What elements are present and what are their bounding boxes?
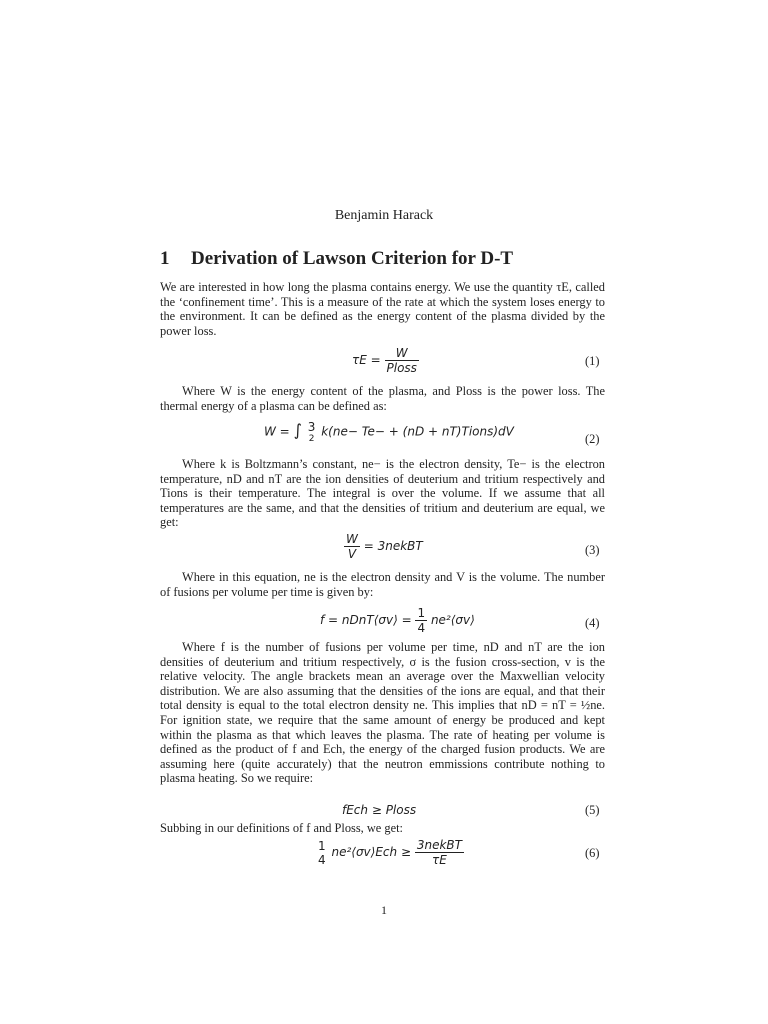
equation-1	[352, 346, 419, 375]
eq2-lhs: W =	[264, 424, 290, 439]
equation-1-number: (1)	[585, 354, 600, 368]
eq6-coef-numerator: 1	[318, 838, 326, 853]
eq4-coef-denominator: 4	[417, 621, 426, 635]
section-title: Derivation of Lawson Criterion for D-T	[191, 248, 514, 269]
eq2-coefficient	[306, 420, 318, 444]
paragraph-fusion-rate: Where in this equation, ne is the electron density and V is the volume. The number of fusions per volume per time is given by:	[160, 570, 605, 599]
eq2-body: k(ne− Te− + (nD + nT)Tions)dV	[321, 424, 514, 439]
eq2-coef-denominator: 2	[308, 434, 315, 444]
paragraph-energy-content: Where W is the energy content of the plasma, and Ploss is the power loss. The thermal energy of a plasma can be defined as:	[160, 384, 605, 413]
page-number: 1	[381, 903, 387, 917]
eq1-denominator: Ploss	[386, 361, 417, 375]
equation-2-number: (2)	[585, 432, 600, 446]
equation-5: fEch ≥ Ploss	[342, 803, 417, 817]
paragraph-ignition: Where f is the number of fusions per volume per time, nD and nT are the ion densities of deuterium and tritium respectively, σ is the fusion cross-section, v is the relative velocity. The angle brackets mean an average over the Maxwellian velocity distribution. We are also assuming that the densities of the ions are equal, and that their total density is equal to the total electron density ne. This implies that nD = nT = ½ne. For ignition state, we require that the same amount of energy be produced and kept within the plasma as that which leaves the plasma. The rate of heating per volume is defined as the product of f and Ech, the energy of the charged fusion products. We are assuming here (quite accurately) that the neutron emmissions contribute nothing to plasma heating. So we require:	[160, 640, 605, 786]
section-number: 1	[160, 248, 170, 269]
integral-symbol: ∫	[293, 420, 302, 440]
paragraph-confinement-time: We are interested in how long the plasma contains energy. We use the quantity τE, called the ‘confinement time’. This is a measure of the rate at which the system loses energy to the environment. It can be defined as the energy content of the plasma divided by the power loss.	[160, 280, 605, 338]
author-name: Benjamin Harack	[334, 208, 434, 223]
eq1-lhs: τE =	[352, 353, 381, 367]
eq6-fraction	[415, 838, 464, 867]
eq3-fraction	[344, 532, 360, 561]
equation-4-number: (4)	[585, 616, 600, 630]
equation-6-number: (6)	[585, 846, 600, 860]
equation-2	[264, 420, 514, 444]
eq6-coefficient	[316, 839, 328, 867]
equation-5-number: (5)	[585, 803, 600, 817]
eq4-coef-numerator: 1	[417, 606, 426, 620]
paragraph-subbing: Subbing in our definitions of f and Ploss, we get:	[160, 821, 403, 835]
eq6-denominator: τE	[431, 853, 447, 867]
eq1-numerator: W	[385, 346, 419, 361]
eq3-rhs: = 3nekBT	[363, 539, 423, 553]
equation-6	[316, 838, 464, 867]
eq6-lhs: ne²⟨σv⟩Ech ≥	[331, 845, 411, 859]
equation-4	[320, 606, 475, 635]
eq3-denominator: V	[347, 547, 357, 561]
paragraph-boltzmann: Where k is Boltzmann’s constant, ne− is the electron density, Te− is the electron temperature, nD and nT are the ion densities of deuterium and tritium respectively and Tions is their temperature. The integral is over the volume. If we assume that all temperatures are the same, and that the densities of tritium and deuterium are equal, we get:	[160, 457, 605, 530]
eq4-lhs: f = nDnT⟨σv⟩ =	[320, 613, 412, 627]
eq4-coefficient	[415, 606, 427, 635]
equation-3	[344, 532, 423, 561]
eq3-numerator: W	[346, 532, 358, 546]
equation-3-number: (3)	[585, 543, 600, 557]
eq6-coef-denominator: 4	[318, 852, 326, 867]
eq4-rhs: ne²⟨σv⟩	[430, 613, 475, 627]
eq1-fraction	[385, 346, 419, 375]
eq6-numerator: 3nekBT	[416, 838, 462, 852]
eq2-coef-numerator: 3	[307, 420, 316, 434]
